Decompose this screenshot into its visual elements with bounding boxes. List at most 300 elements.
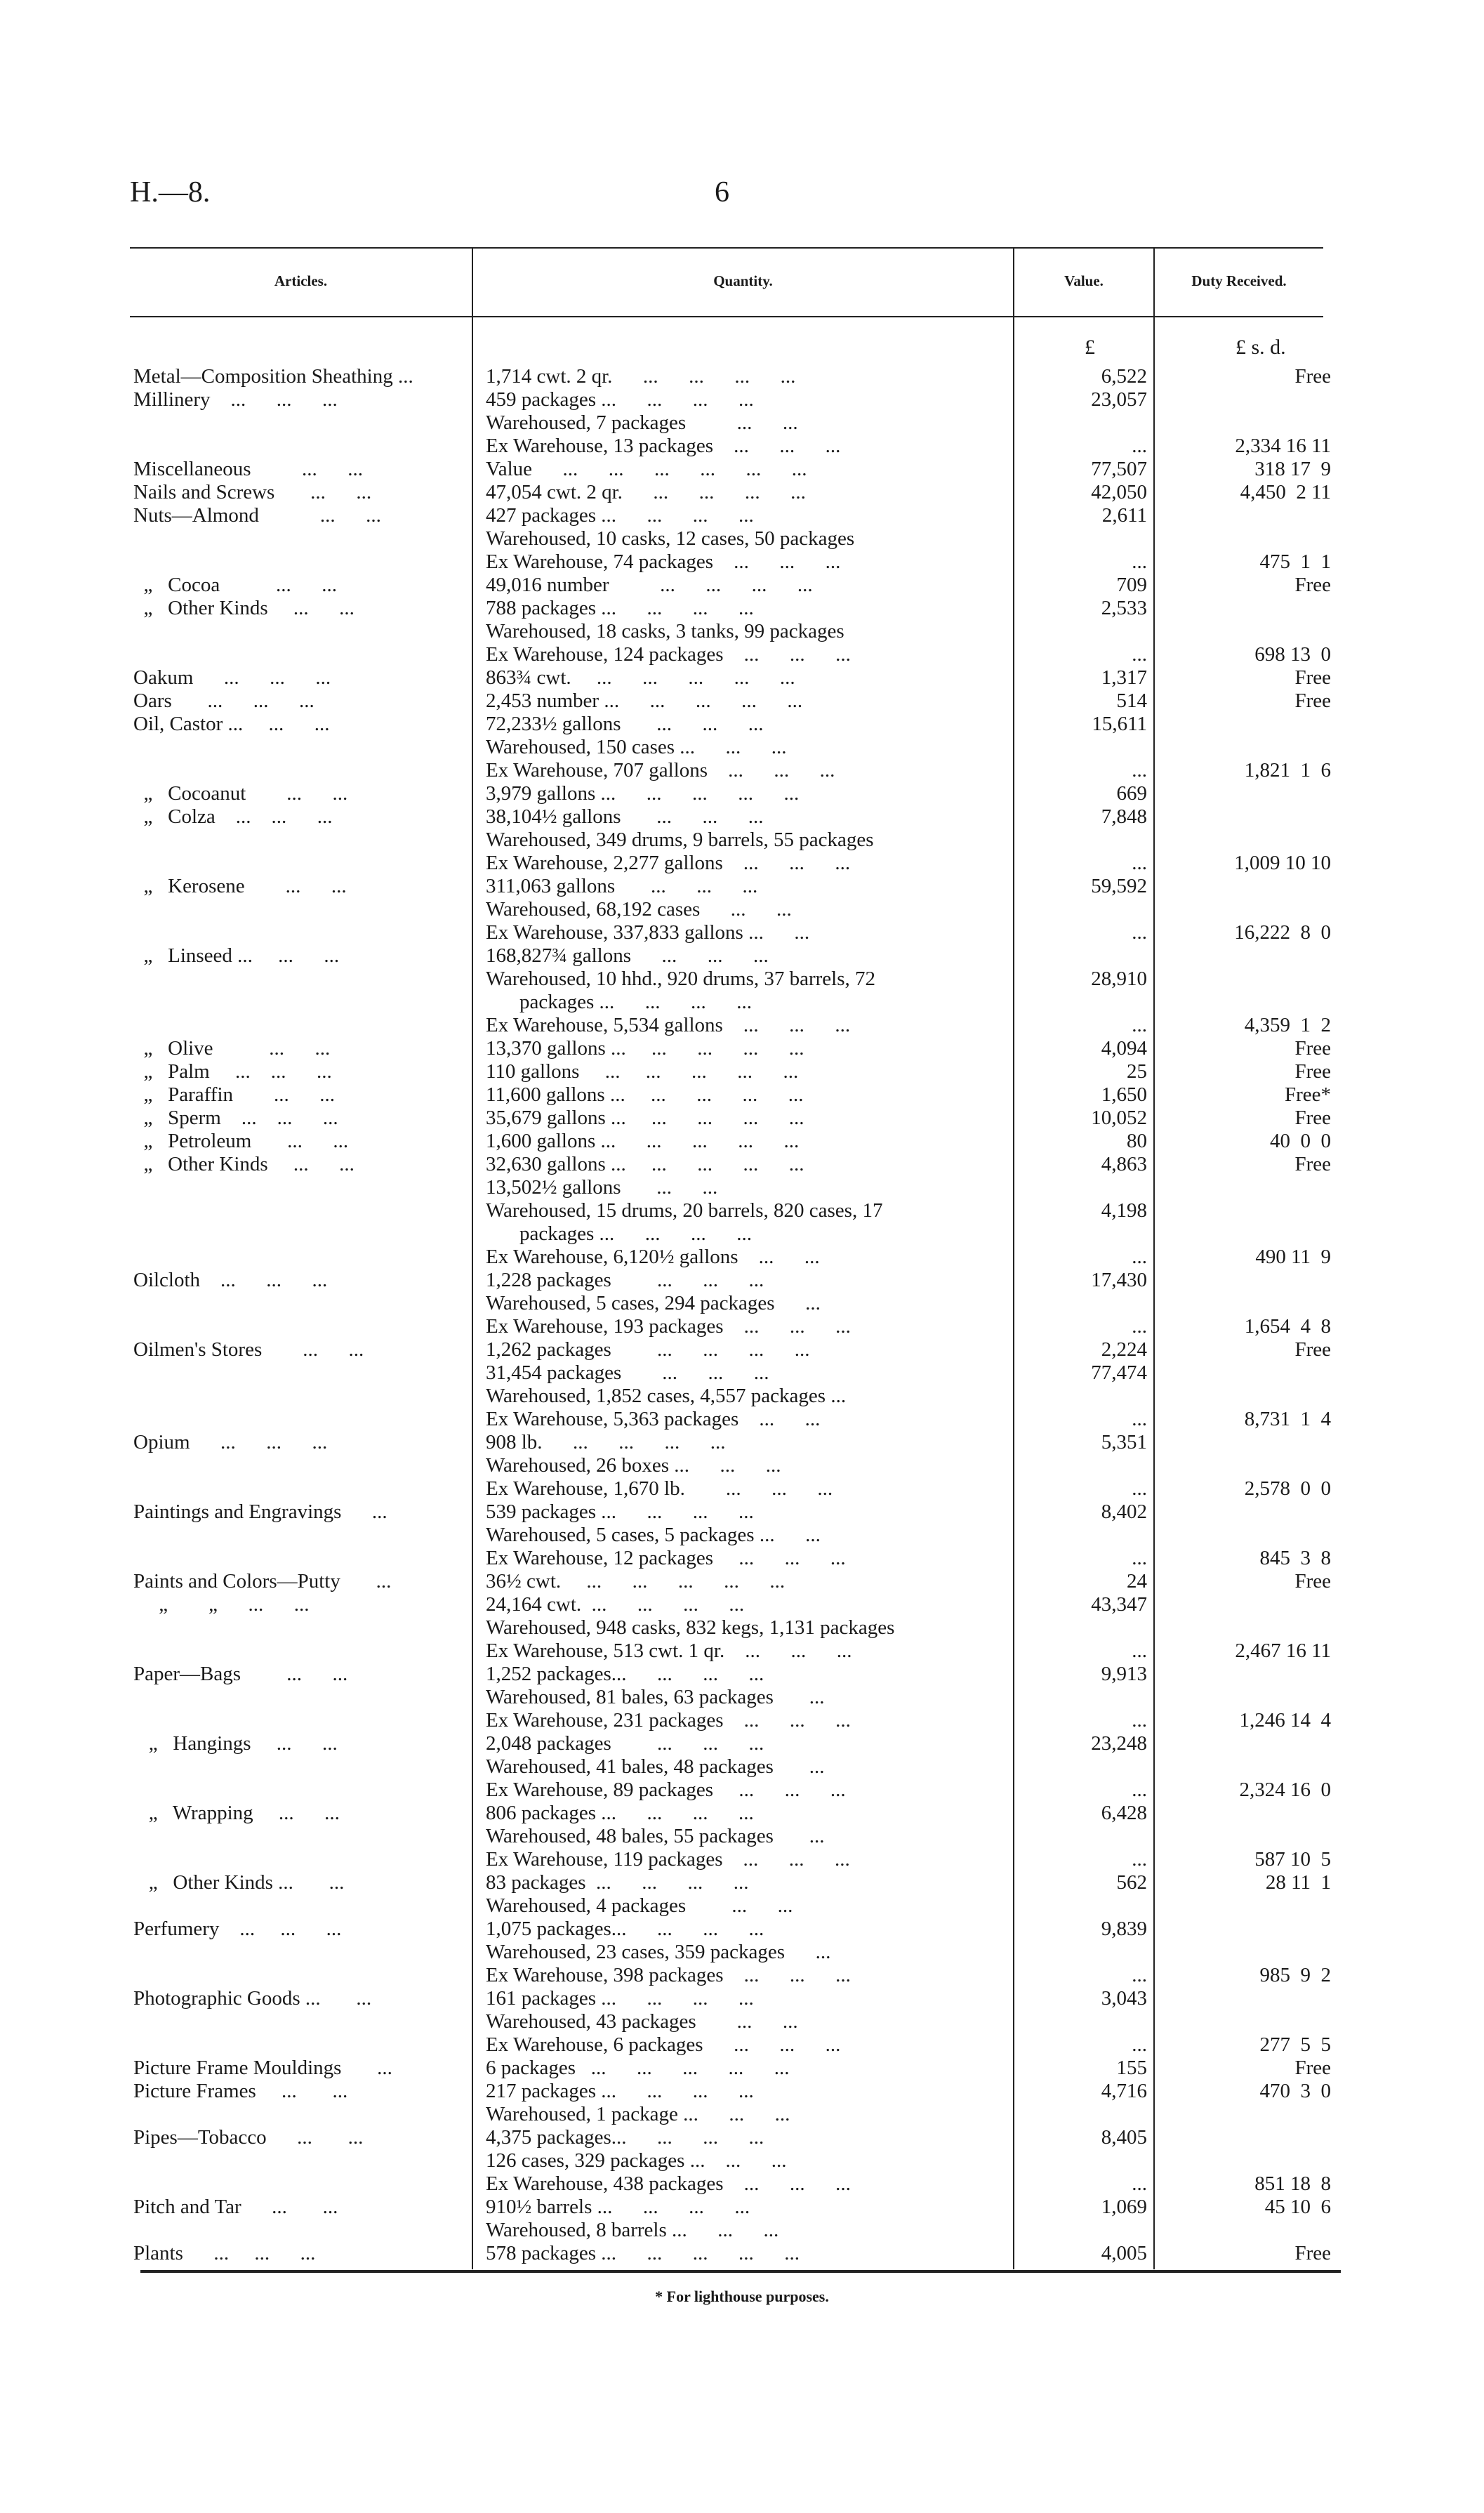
value-cell: 25 — [1127, 1060, 1147, 1083]
table-row — [0, 2149, 1484, 2172]
value-cell: ... — [1132, 2033, 1147, 2056]
table-row — [0, 620, 1484, 643]
quantity-cell: Ex Warehouse, 74 packages ... ... ... — [486, 550, 841, 573]
table-row — [0, 2196, 1484, 2219]
quantity-cell: Warehoused, 1,852 cases, 4,557 packages ... — [486, 1385, 847, 1407]
table-row — [0, 1570, 1484, 1593]
article-cell: Pitch and Tar ... ... — [133, 2196, 338, 2218]
table-row — [0, 968, 1484, 991]
value-cell: 5,351 — [1101, 1431, 1147, 1453]
duty-cell: 16,222 8 0 — [1234, 921, 1331, 944]
quantity-cell: Warehoused, 1 package ... ... ... — [486, 2103, 790, 2125]
table-row — [0, 1385, 1484, 1408]
table-row — [0, 666, 1484, 690]
duty-cell: 475 1 1 — [1259, 550, 1331, 573]
article-cell: „ Cocoa ... ... — [133, 574, 337, 596]
table-row — [0, 875, 1484, 898]
article-cell: Paints and Colors—Putty ... — [133, 1570, 392, 1592]
value-cell: 2,611 — [1101, 504, 1147, 527]
quantity-cell: 908 lb. ... ... ... ... — [486, 1431, 726, 1453]
quantity-cell: 49,016 number ... ... ... ... — [486, 574, 813, 596]
article-cell: Plants ... ... ... — [133, 2242, 316, 2264]
table-row — [0, 1014, 1484, 1037]
value-cell: ... — [1132, 550, 1147, 573]
quantity-cell: packages ... ... ... ... — [519, 1222, 753, 1245]
quantity-cell: Warehoused, 10 casks, 12 cases, 50 packages — [486, 527, 855, 550]
value-cell: 17,430 — [1091, 1269, 1147, 1291]
value-cell: 7,848 — [1101, 805, 1147, 828]
quantity-cell: Warehoused, 81 bales, 63 packages ... — [486, 1686, 825, 1708]
quantity-cell: 910½ barrels ... ... ... ... — [486, 2196, 750, 2218]
article-cell: Oars ... ... ... — [133, 690, 314, 712]
duty-cell: 1,821 1 6 — [1244, 759, 1331, 781]
document-id: H.—8. — [130, 176, 211, 209]
value-cell: ... — [1132, 1246, 1147, 1268]
top-rule — [130, 247, 1323, 249]
table-row — [0, 1593, 1484, 1616]
quantity-cell: Ex Warehouse, 6,120½ gallons ... ... — [486, 1246, 820, 1268]
quantity-cell: 2,453 number ... ... ... ... ... — [486, 690, 803, 712]
table-row — [0, 1825, 1484, 1848]
value-cell: 28,910 — [1091, 968, 1147, 990]
table-row — [0, 597, 1484, 620]
table-row — [0, 2010, 1484, 2033]
table-row — [0, 458, 1484, 481]
duty-cell: 851 18 8 — [1254, 2172, 1331, 2195]
quantity-cell: 1,252 packages... ... ... ... — [486, 1663, 764, 1685]
quantity-cell: Ex Warehouse, 337,833 gallons ... ... — [486, 921, 810, 944]
value-cell: ... — [1132, 1477, 1147, 1500]
duty-unit: £ s. d. — [1235, 336, 1286, 359]
value-cell: 9,839 — [1101, 1918, 1147, 1940]
quantity-cell: 1,228 packages ... ... ... — [486, 1269, 764, 1291]
table-row — [0, 1640, 1484, 1663]
duty-cell: Free — [1294, 1570, 1331, 1592]
value-cell: ... — [1132, 1709, 1147, 1732]
quantity-cell: 32,630 gallons ... ... ... ... ... — [486, 1153, 804, 1175]
quantity-cell: Ex Warehouse, 513 cwt. 1 qr. ... ... ... — [486, 1640, 852, 1662]
quantity-cell: 72,233½ gallons ... ... ... — [486, 713, 764, 735]
article-cell: Nails and Screws ... ... — [133, 481, 372, 503]
table-row — [0, 1987, 1484, 2010]
table-row — [0, 411, 1484, 435]
value-cell: 1,317 — [1101, 666, 1147, 689]
quantity-cell: Ex Warehouse, 6 packages ... ... ... — [486, 2033, 841, 2056]
duty-cell: 490 11 9 — [1255, 1246, 1331, 1268]
table-row — [0, 759, 1484, 782]
quantity-cell: Warehoused, 18 casks, 3 tanks, 99 packages — [486, 620, 844, 642]
duty-cell: 587 10 5 — [1254, 1848, 1331, 1871]
quantity-cell: Warehoused, 150 cases ... ... ... — [486, 736, 787, 758]
table-row — [0, 829, 1484, 852]
duty-cell: Free — [1294, 574, 1331, 596]
table-row — [0, 736, 1484, 759]
quantity-cell: 427 packages ... ... ... ... — [486, 504, 754, 527]
value-cell: 77,474 — [1091, 1361, 1147, 1384]
table-row — [0, 1269, 1484, 1292]
quantity-cell: Ex Warehouse, 119 packages ... ... ... — [486, 1848, 850, 1871]
article-cell: „ Cocoanut ... ... — [133, 782, 348, 805]
value-cell: 15,611 — [1092, 713, 1147, 735]
quantity-cell: Warehoused, 349 drums, 9 barrels, 55 packages — [486, 829, 874, 851]
quantity-cell: 1,075 packages... ... ... ... — [486, 1918, 764, 1940]
quantity-cell: Warehoused, 5 cases, 5 packages ... ... — [486, 1524, 821, 1546]
value-unit: £ — [1085, 336, 1095, 359]
quantity-cell: 311,063 gallons ... ... ... — [486, 875, 758, 897]
table-row — [0, 1130, 1484, 1153]
table-row — [0, 1454, 1484, 1477]
table-row — [0, 921, 1484, 944]
duty-cell: Free — [1294, 2242, 1331, 2264]
value-cell: 3,043 — [1101, 1987, 1147, 2010]
article-cell: „ Other Kinds ... ... — [133, 597, 355, 619]
quantity-cell: Ex Warehouse, 2,277 gallons ... ... ... — [486, 852, 851, 874]
table-row — [0, 1107, 1484, 1130]
table-row — [0, 782, 1484, 805]
duty-cell: 2,578 0 0 — [1244, 1477, 1331, 1500]
duty-cell: 470 3 0 — [1259, 2080, 1331, 2102]
value-cell: 24 — [1127, 1570, 1147, 1592]
value-cell: ... — [1132, 1547, 1147, 1569]
table-row — [0, 1408, 1484, 1431]
table-row — [0, 1524, 1484, 1547]
article-cell: Picture Frame Mouldings ... — [133, 2057, 392, 2079]
value-cell: ... — [1132, 852, 1147, 874]
table-row — [0, 1477, 1484, 1500]
page-number: 6 — [715, 176, 729, 209]
value-cell: 6,522 — [1101, 365, 1147, 388]
table-row — [0, 504, 1484, 527]
value-cell: 8,402 — [1101, 1500, 1147, 1523]
column-header-value: Value. — [1064, 272, 1104, 289]
table-row — [0, 1222, 1484, 1246]
article-cell: Perfumery ... ... ... — [133, 1918, 342, 1940]
table-row — [0, 1871, 1484, 1894]
table-row — [0, 991, 1484, 1014]
table-row — [0, 1083, 1484, 1107]
table-row — [0, 1802, 1484, 1825]
value-cell: 669 — [1116, 782, 1147, 805]
article-cell: Oilcloth ... ... ... — [133, 1269, 328, 1291]
table-row — [0, 2103, 1484, 2126]
table-row — [0, 690, 1484, 713]
duty-cell: 698 13 0 — [1254, 643, 1331, 666]
quantity-cell: Warehoused, 5 cases, 294 packages ... — [486, 1292, 821, 1314]
value-cell: 2,224 — [1101, 1338, 1147, 1361]
quantity-cell: 47,054 cwt. 2 qr. ... ... ... ... — [486, 481, 806, 503]
duty-cell: 40 0 0 — [1270, 1130, 1331, 1152]
table-row — [0, 388, 1484, 411]
value-cell: 8,405 — [1101, 2126, 1147, 2149]
quantity-cell: 24,164 cwt. ... ... ... ... — [486, 1593, 745, 1616]
article-cell: Oakum ... ... ... — [133, 666, 331, 689]
duty-cell: Free — [1294, 1037, 1331, 1060]
table-row — [0, 1338, 1484, 1361]
duty-cell: 845 3 8 — [1259, 1547, 1331, 1569]
table-row — [0, 1315, 1484, 1338]
article-cell: „ Wrapping ... ... — [133, 1802, 340, 1824]
table-row — [0, 1431, 1484, 1454]
quantity-cell: Ex Warehouse, 438 packages ... ... ... — [486, 2172, 851, 2195]
article-cell: Picture Frames ... ... — [133, 2080, 348, 2102]
value-cell: ... — [1132, 1964, 1147, 1986]
quantity-cell: 1,714 cwt. 2 qr. ... ... ... ... — [486, 365, 796, 388]
table-row — [0, 1037, 1484, 1060]
table-row — [0, 1246, 1484, 1269]
table-row — [0, 1918, 1484, 1941]
table-row — [0, 2126, 1484, 2149]
article-cell: „ Other Kinds ... ... — [133, 1153, 355, 1175]
value-cell: 77,507 — [1091, 458, 1147, 480]
bottom-rule — [140, 2270, 1341, 2273]
quantity-cell: Ex Warehouse, 12 packages ... ... ... — [486, 1547, 846, 1569]
value-cell: ... — [1132, 1640, 1147, 1662]
quantity-cell: 788 packages ... ... ... ... — [486, 597, 754, 619]
quantity-cell: Ex Warehouse, 398 packages ... ... ... — [486, 1964, 851, 1986]
table-row — [0, 898, 1484, 921]
article-cell: Pipes—Tobacco ... ... — [133, 2126, 364, 2149]
quantity-cell: Warehoused, 26 boxes ... ... ... — [486, 1454, 781, 1477]
quantity-cell: Ex Warehouse, 231 packages ... ... ... — [486, 1709, 851, 1732]
quantity-cell: Ex Warehouse, 89 packages ... ... ... — [486, 1779, 846, 1801]
quantity-cell: 36½ cwt. ... ... ... ... ... — [486, 1570, 786, 1592]
quantity-cell: 110 gallons ... ... ... ... ... — [486, 1060, 799, 1083]
quantity-cell: 35,679 gallons ... ... ... ... ... — [486, 1107, 804, 1129]
value-cell: 4,716 — [1101, 2080, 1147, 2102]
table-row — [0, 1686, 1484, 1709]
column-header-duty: Duty Received. — [1191, 272, 1287, 289]
value-cell: 9,913 — [1101, 1663, 1147, 1685]
quantity-cell: 863¾ cwt. ... ... ... ... ... — [486, 666, 795, 689]
value-cell: ... — [1132, 435, 1147, 457]
table-row — [0, 1500, 1484, 1524]
table-row — [0, 1153, 1484, 1176]
quantity-cell: 1,262 packages ... ... ... ... — [486, 1338, 810, 1361]
quantity-cell: Warehoused, 41 bales, 48 packages ... — [486, 1755, 825, 1778]
quantity-cell: Warehoused, 23 cases, 359 packages ... — [486, 1941, 831, 1963]
value-cell: ... — [1132, 759, 1147, 781]
quantity-cell: Warehoused, 8 barrels ... ... ... — [486, 2219, 779, 2241]
value-cell: 4,863 — [1101, 1153, 1147, 1175]
duty-cell: 1,009 10 10 — [1234, 852, 1331, 874]
value-cell: 23,248 — [1091, 1732, 1147, 1755]
value-cell: 59,592 — [1091, 875, 1147, 897]
quantity-cell: Warehoused, 4 packages ... ... — [486, 1894, 793, 1917]
value-cell: 23,057 — [1091, 388, 1147, 411]
table-row — [0, 944, 1484, 968]
value-cell: 80 — [1127, 1130, 1147, 1152]
value-cell: ... — [1132, 1779, 1147, 1801]
column-header-articles: Articles. — [274, 272, 328, 289]
article-cell: Nuts—Almond ... ... — [133, 504, 381, 527]
value-cell: ... — [1132, 1315, 1147, 1338]
table-row — [0, 481, 1484, 504]
table-row — [0, 1894, 1484, 1918]
article-cell: „ Colza ... ... ... — [133, 805, 333, 828]
duty-cell: 2,334 16 11 — [1235, 435, 1331, 457]
table-row — [0, 2033, 1484, 2057]
quantity-cell: 2,048 packages ... ... ... — [486, 1732, 764, 1755]
article-cell: „ „ ... ... — [133, 1593, 310, 1616]
duty-cell: 985 9 2 — [1259, 1964, 1331, 1986]
duty-cell: Free — [1294, 666, 1331, 689]
header-bottom-rule — [130, 316, 1323, 317]
table-row — [0, 1176, 1484, 1199]
article-cell: „ Kerosene ... ... — [133, 875, 347, 897]
value-cell: 562 — [1116, 1871, 1147, 1894]
duty-cell: 28 11 1 — [1265, 1871, 1331, 1894]
table-row — [0, 1292, 1484, 1315]
value-cell: ... — [1132, 1014, 1147, 1036]
quantity-cell: 6 packages ... ... ... ... ... — [486, 2057, 790, 2079]
table-row — [0, 1547, 1484, 1570]
table-row — [0, 2172, 1484, 2196]
quantity-cell: 459 packages ... ... ... ... — [486, 388, 754, 411]
duty-cell: 4,359 1 2 — [1244, 1014, 1331, 1036]
value-cell: ... — [1132, 1408, 1147, 1430]
quantity-cell: 168,827¾ gallons ... ... ... — [486, 944, 769, 967]
column-header-quantity: Quantity. — [713, 272, 773, 289]
table-row — [0, 550, 1484, 574]
table-row — [0, 852, 1484, 875]
quantity-cell: Warehoused, 68,192 cases ... ... — [486, 898, 792, 921]
article-cell: „ Hangings ... ... — [133, 1732, 338, 1755]
duty-cell: Free — [1294, 1153, 1331, 1175]
duty-cell: Free — [1294, 1338, 1331, 1361]
quantity-cell: Warehoused, 43 packages ... ... — [486, 2010, 798, 2033]
table-row — [0, 1941, 1484, 1964]
article-cell: Paper—Bags ... ... — [133, 1663, 348, 1685]
duty-cell: 1,654 4 8 — [1244, 1315, 1331, 1338]
value-cell: 1,650 — [1101, 1083, 1147, 1106]
table-row — [0, 2080, 1484, 2103]
duty-cell: Free — [1294, 1060, 1331, 1083]
value-cell: 42,050 — [1091, 481, 1147, 503]
article-cell: „ Linseed ... ... ... — [133, 944, 340, 967]
article-cell: Oilmen's Stores ... ... — [133, 1338, 364, 1361]
quantity-cell: Warehoused, 948 casks, 832 kegs, 1,131 packages — [486, 1616, 895, 1639]
duty-cell: Free — [1294, 2057, 1331, 2079]
table-row — [0, 1663, 1484, 1686]
table-row — [0, 1848, 1484, 1871]
table-row — [0, 2219, 1484, 2242]
value-cell: 514 — [1116, 690, 1147, 712]
value-cell: ... — [1132, 1848, 1147, 1871]
quantity-cell: 539 packages ... ... ... ... — [486, 1500, 754, 1523]
article-cell: „ Sperm ... ... ... — [133, 1107, 338, 1129]
value-cell: 10,052 — [1091, 1107, 1147, 1129]
quantity-cell: 4,375 packages... ... ... ... — [486, 2126, 764, 2149]
article-cell: Oil, Castor ... ... ... — [133, 713, 330, 735]
table-row — [0, 365, 1484, 388]
article-cell: Paintings and Engravings ... — [133, 1500, 387, 1523]
duty-cell: Free* — [1284, 1083, 1331, 1106]
duty-cell: Free — [1294, 690, 1331, 712]
duty-cell: Free — [1294, 1107, 1331, 1129]
duty-cell: 2,467 16 11 — [1235, 1640, 1331, 1662]
value-cell: 4,005 — [1101, 2242, 1147, 2264]
value-cell: ... — [1132, 643, 1147, 666]
table-row — [0, 1755, 1484, 1779]
quantity-cell: 31,454 packages ... ... ... — [486, 1361, 769, 1384]
quantity-cell: 38,104½ gallons ... ... ... — [486, 805, 764, 828]
table-row — [0, 1732, 1484, 1755]
quantity-cell: 13,370 gallons ... ... ... ... ... — [486, 1037, 804, 1060]
duty-cell: 8,731 1 4 — [1244, 1408, 1331, 1430]
table-row — [0, 527, 1484, 550]
quantity-cell: Ex Warehouse, 5,534 gallons ... ... ... — [486, 1014, 851, 1036]
quantity-cell: Warehoused, 10 hhd., 920 drums, 37 barrels, 72 — [486, 968, 876, 990]
quantity-cell: Ex Warehouse, 5,363 packages ... ... — [486, 1408, 821, 1430]
table-row — [0, 1709, 1484, 1732]
quantity-cell: 3,979 gallons ... ... ... ... ... — [486, 782, 800, 805]
table-row — [0, 1964, 1484, 1987]
quantity-cell: Ex Warehouse, 1,670 lb. ... ... ... — [486, 1477, 833, 1500]
duty-cell: Free — [1294, 365, 1331, 388]
quantity-cell: Ex Warehouse, 124 packages ... ... ... — [486, 643, 851, 666]
duty-cell: 1,246 14 4 — [1239, 1709, 1331, 1732]
table-row — [0, 435, 1484, 458]
article-cell: „ Paraffin ... ... — [133, 1083, 335, 1106]
article-cell: „ Palm ... ... ... — [133, 1060, 332, 1083]
quantity-cell: 161 packages ... ... ... ... — [486, 1987, 754, 2010]
quantity-cell: 217 packages ... ... ... ... — [486, 2080, 754, 2102]
quantity-cell: 11,600 gallons ... ... ... ... ... — [486, 1083, 804, 1106]
value-cell: 155 — [1116, 2057, 1147, 2079]
duty-cell: 277 5 5 — [1259, 2033, 1331, 2056]
article-cell: „ Petroleum ... ... — [133, 1130, 349, 1152]
value-cell: 2,533 — [1101, 597, 1147, 619]
table-row — [0, 713, 1484, 736]
quantity-cell: Warehoused, 48 bales, 55 packages ... — [486, 1825, 825, 1847]
table-row — [0, 1616, 1484, 1640]
quantity-cell: 13,502½ gallons ... ... — [486, 1176, 718, 1199]
table-row — [0, 2057, 1484, 2080]
quantity-cell: 578 packages ... ... ... ... ... — [486, 2242, 800, 2264]
quantity-cell: Ex Warehouse, 193 packages ... ... ... — [486, 1315, 851, 1338]
article-cell: „ Olive ... ... — [133, 1037, 331, 1060]
quantity-cell: 1,600 gallons ... ... ... ... ... — [486, 1130, 800, 1152]
quantity-cell: Ex Warehouse, 707 gallons ... ... ... — [486, 759, 835, 781]
quantity-cell: packages ... ... ... ... — [519, 991, 753, 1013]
value-cell: 4,198 — [1101, 1199, 1147, 1222]
quantity-cell: 806 packages ... ... ... ... — [486, 1802, 754, 1824]
duty-cell: 45 10 6 — [1264, 2196, 1331, 2218]
duty-cell: 4,450 2 11 — [1240, 481, 1331, 503]
article-cell: Photographic Goods ... ... — [133, 1987, 372, 2010]
table-row — [0, 1060, 1484, 1083]
table-row — [0, 643, 1484, 666]
quantity-cell: 126 cases, 329 packages ... ... ... — [486, 2149, 787, 2172]
value-cell: 709 — [1116, 574, 1147, 596]
value-cell: 6,428 — [1101, 1802, 1147, 1824]
table-row — [0, 1199, 1484, 1222]
table-row — [0, 805, 1484, 829]
value-cell: ... — [1132, 2172, 1147, 2195]
quantity-cell: 83 packages ... ... ... ... — [486, 1871, 749, 1894]
article-cell: Miscellaneous ... ... — [133, 458, 364, 480]
quantity-cell: Warehoused, 7 packages ... ... — [486, 411, 798, 434]
table-row — [0, 1779, 1484, 1802]
table-row — [0, 574, 1484, 597]
value-cell: 4,094 — [1101, 1037, 1147, 1060]
footnote: * For lighthouse purposes. — [655, 2288, 829, 2305]
value-cell: 1,069 — [1101, 2196, 1147, 2218]
article-cell: „ Other Kinds ... ... — [133, 1871, 345, 1894]
duty-cell: 2,324 16 0 — [1239, 1779, 1331, 1801]
value-cell: 43,347 — [1091, 1593, 1147, 1616]
quantity-cell: Warehoused, 15 drums, 20 barrels, 820 cases, 17 — [486, 1199, 883, 1222]
